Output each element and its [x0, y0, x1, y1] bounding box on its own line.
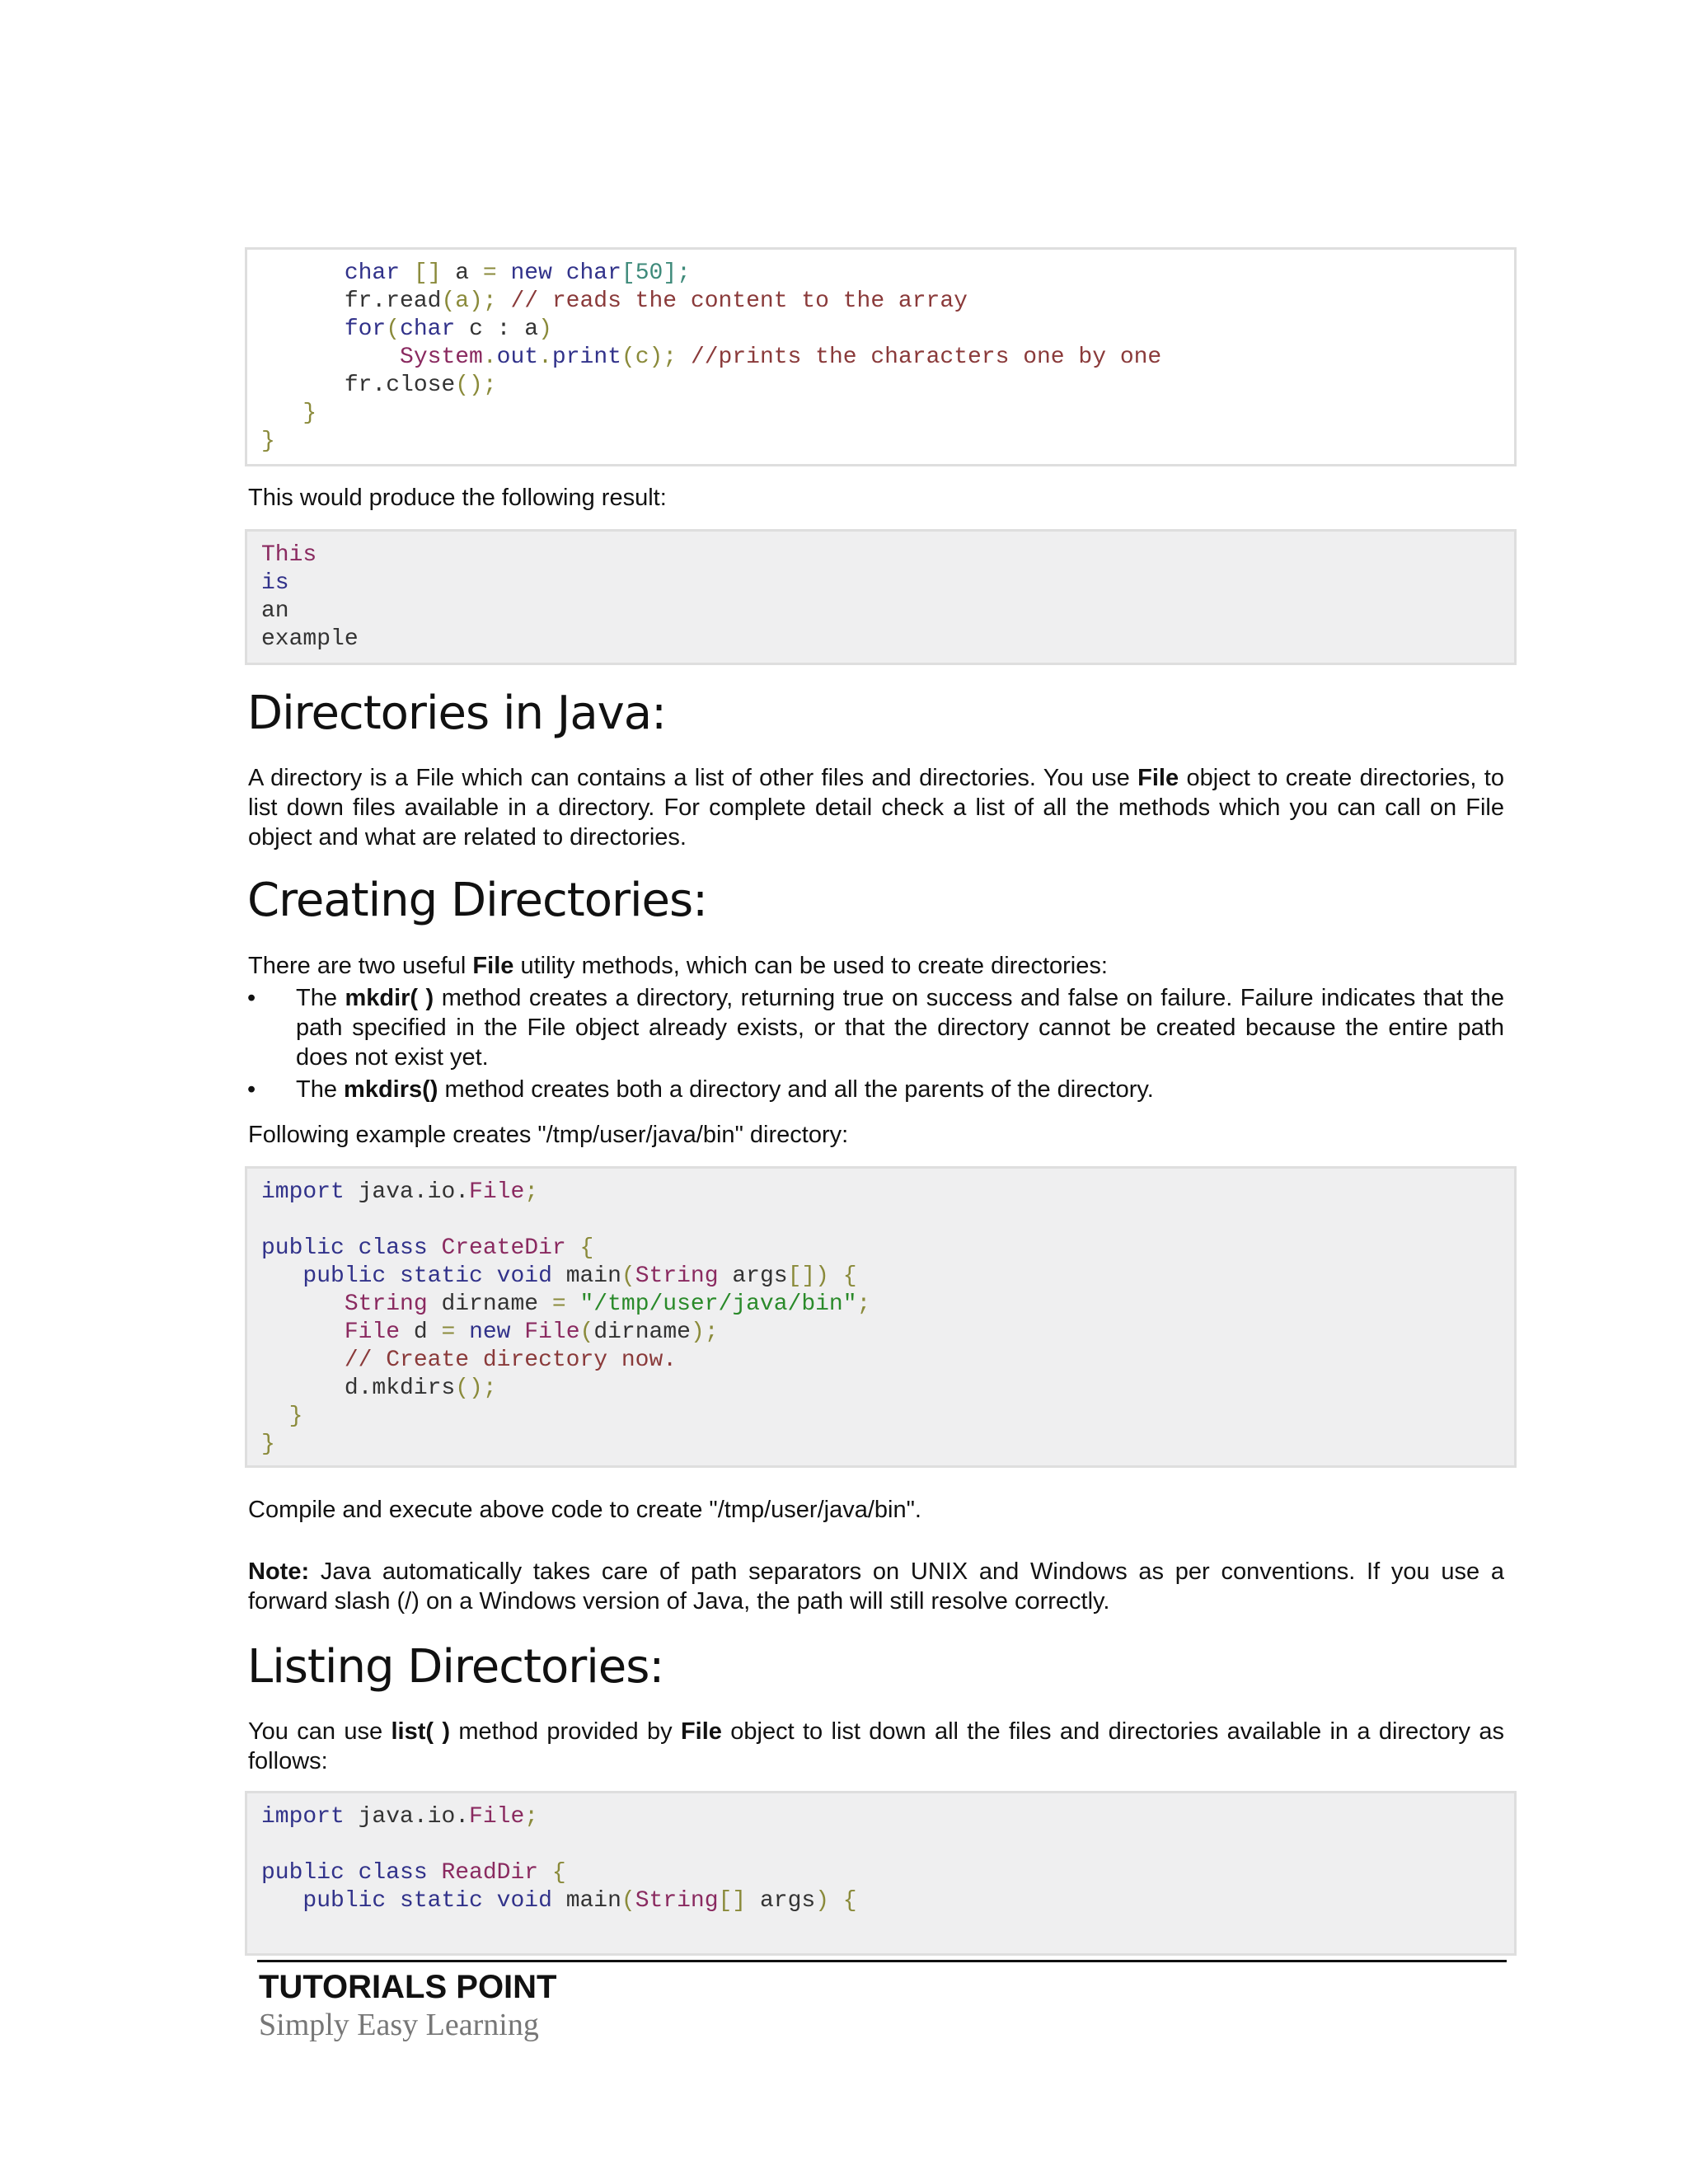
text-run: You can use	[248, 1718, 392, 1745]
code-token: class	[358, 1860, 442, 1886]
code-token: []	[718, 1888, 760, 1914]
text-run: Java automatically takes care of path separators on UNIX and Windows as per conventions. If you use a forward slash (/) on a Windows version of Java, the path will still resolve correctly.	[248, 1558, 1504, 1615]
heading-listing-directories: Listing Directories:	[247, 1640, 664, 1694]
code-token: d.mkdirs	[261, 1376, 456, 1401]
code-token: import	[261, 1179, 359, 1205]
bullet-marker: •	[247, 1076, 256, 1103]
code-token: a	[455, 260, 483, 286]
text-run: object to create directories, to list down files available in a directory. For complete detail check a list of all the methods which you can call on File object and what are related to directories.	[248, 765, 1504, 851]
code-line	[261, 1859, 1514, 1887]
code-token: public	[261, 1235, 359, 1261]
code-token: fr.read	[261, 288, 442, 314]
code-block-read-dir	[245, 1791, 1517, 1956]
code-token: }	[302, 401, 317, 426]
code-token: java.io.	[358, 1804, 470, 1830]
code-token: File	[524, 1319, 580, 1345]
code-token: This	[261, 542, 317, 568]
code-token: dirname	[441, 1291, 552, 1317]
code-token: main	[565, 1263, 621, 1289]
code-token: static	[400, 1888, 497, 1914]
code-line	[261, 1207, 1514, 1235]
code-block-create-dir	[245, 1166, 1517, 1468]
code-token: ;	[856, 1291, 871, 1317]
code-token: new	[510, 260, 566, 286]
code-token: char	[344, 260, 401, 286]
code-token: java.io.	[358, 1179, 470, 1205]
code-token: ;	[524, 1804, 539, 1830]
code-token: dirname	[593, 1319, 691, 1345]
code-token: }	[261, 1432, 275, 1457]
code-token: fr.close	[261, 373, 456, 398]
code-token: )	[538, 316, 552, 342]
code-token: public	[302, 1263, 401, 1289]
code-token: ;	[524, 1179, 539, 1205]
code-token	[261, 1404, 289, 1429]
code-line	[261, 428, 1514, 456]
code-token: char	[565, 260, 621, 286]
text-run: There are two useful	[248, 953, 473, 979]
code-line	[261, 1263, 1514, 1291]
code-token: System	[400, 344, 483, 370]
bullet-mkdir	[247, 983, 1504, 1072]
code-token: public	[302, 1888, 401, 1914]
code-line	[261, 1887, 1514, 1915]
code-token: for	[344, 316, 387, 342]
code-line	[261, 1831, 1514, 1859]
listing-paragraph	[248, 1717, 1504, 1776]
code-line	[261, 344, 1514, 372]
text-run: utility methods, which can be used to create directories:	[513, 953, 1108, 979]
code-token: void	[496, 1888, 566, 1914]
code-line	[261, 372, 1514, 400]
text-run: method creates both a directory and all the parents of the directory.	[438, 1076, 1154, 1103]
code-line	[261, 1803, 1514, 1831]
code-token: //prints the characters one by one	[690, 344, 1162, 370]
code-token: d	[413, 1319, 442, 1345]
code-token	[261, 1319, 345, 1345]
bullet-marker: •	[247, 985, 256, 1011]
code-token: c : a	[469, 316, 539, 342]
code-line	[261, 1403, 1514, 1431]
code-token: new	[469, 1319, 525, 1345]
code-token: (	[579, 1319, 594, 1345]
code-token: String	[344, 1291, 442, 1317]
footer-tagline: Simply Easy Learning	[259, 2008, 539, 2042]
output-block	[245, 529, 1517, 665]
code-line	[261, 288, 1514, 316]
bold-term: list( )	[391, 1718, 451, 1745]
code-line	[261, 1375, 1514, 1403]
text-run: method provided by	[450, 1718, 681, 1745]
code-token: }	[261, 429, 275, 454]
code-token: main	[565, 1888, 621, 1914]
code-token: public	[261, 1860, 359, 1886]
code-token: (	[621, 1888, 635, 1914]
text-run: The	[296, 985, 345, 1011]
code-token: []) {	[787, 1263, 857, 1289]
code-token: (a);	[441, 288, 511, 314]
code-token: {	[551, 1860, 566, 1886]
code-line	[261, 1431, 1514, 1459]
code-line	[261, 1235, 1514, 1263]
code-token: [50];	[621, 260, 691, 286]
code-token: String	[635, 1888, 719, 1914]
code-line	[261, 400, 1514, 428]
code-token: args	[732, 1263, 788, 1289]
code-token: args	[759, 1888, 816, 1914]
code-token	[261, 344, 400, 370]
code-token: out	[496, 344, 539, 370]
footer-divider	[257, 1960, 1507, 1962]
creating-intro	[248, 951, 1504, 981]
code-token: File	[344, 1319, 414, 1345]
code-token: ();	[455, 1376, 497, 1401]
bold-term: File	[680, 1718, 722, 1745]
code-token: []	[400, 260, 456, 286]
bold-term: File	[472, 953, 514, 979]
text-run: A directory is a File which can contains a list of other files and directories. You use	[248, 765, 1138, 791]
code-token: CreateDir	[441, 1235, 580, 1261]
code-line	[261, 1179, 1514, 1207]
text-run: object to list down all the files and directories available in a directory as follows:	[248, 1718, 1505, 1774]
code-token: =	[551, 1291, 580, 1317]
code-token: ReadDir	[441, 1860, 552, 1886]
code-token: File	[469, 1179, 525, 1205]
code-token	[261, 1347, 345, 1373]
code-token: {	[579, 1235, 594, 1261]
code-line	[261, 1319, 1514, 1347]
heading-directories-in-java: Directories in Java:	[247, 687, 666, 740]
code-token: ) {	[815, 1888, 857, 1914]
code-token: "/tmp/user/java/bin"	[579, 1291, 857, 1317]
code-line	[261, 316, 1514, 344]
code-token: String	[635, 1263, 733, 1289]
code-token	[261, 316, 345, 342]
code-token	[261, 260, 345, 286]
bullet-mkdir-text	[296, 983, 1504, 1072]
code-token: }	[288, 1404, 303, 1429]
code-line	[261, 1291, 1514, 1319]
code-token: .	[538, 344, 552, 370]
code-token: // Create directory now.	[344, 1347, 678, 1373]
code-token	[261, 1291, 345, 1317]
compile-note: Compile and execute above code to create "/tmp/user/java/bin".	[248, 1497, 921, 1523]
code-line	[261, 541, 1514, 569]
code-token: class	[358, 1235, 442, 1261]
result-intro: This would produce the following result:	[248, 485, 667, 511]
code-line	[261, 626, 1514, 654]
code-token: );	[690, 1319, 719, 1345]
text-run: method creates a directory, returning true on success and false on failure. Failure indicates that the path specified in the File object already exists, or that the directory cannot be created because the entire path does not exist yet.	[296, 985, 1504, 1071]
bullet-mkdirs-text	[296, 1075, 1504, 1104]
code-token: import	[261, 1804, 359, 1830]
code-line	[261, 1347, 1514, 1375]
code-token: example	[261, 626, 359, 652]
code-token	[261, 1263, 302, 1289]
code-block-file-reader-end	[245, 247, 1517, 466]
code-token: // reads the content to the array	[510, 288, 968, 314]
bold-term: Note:	[248, 1558, 310, 1585]
code-line	[261, 598, 1514, 626]
footer-brand: TUTORIALS POINT	[259, 1969, 557, 2005]
code-token: is	[261, 570, 289, 596]
bold-term: mkdir( )	[345, 985, 434, 1011]
code-token: print	[551, 344, 621, 370]
bold-term: mkdirs()	[344, 1076, 438, 1103]
example-intro: Following example creates "/tmp/user/java/bin" directory:	[248, 1122, 849, 1148]
code-token: File	[469, 1804, 525, 1830]
code-token: (	[621, 1263, 635, 1289]
code-token: void	[496, 1263, 566, 1289]
code-token: (c);	[621, 344, 691, 370]
directories-paragraph	[248, 763, 1504, 852]
code-token: ();	[455, 373, 497, 398]
code-token: static	[400, 1263, 497, 1289]
bullet-mkdirs	[247, 1075, 1504, 1104]
code-token: =	[441, 1319, 470, 1345]
bold-term: File	[1137, 765, 1179, 791]
code-line	[261, 569, 1514, 598]
heading-creating-directories: Creating Directories:	[247, 874, 708, 927]
code-token: an	[261, 598, 289, 624]
code-token	[261, 1888, 302, 1914]
path-separator-note	[248, 1557, 1504, 1616]
code-line	[261, 260, 1514, 288]
text-run: The	[296, 1076, 345, 1103]
code-token: char	[400, 316, 470, 342]
code-token: .	[482, 344, 497, 370]
code-token: =	[482, 260, 511, 286]
code-token	[261, 401, 302, 426]
code-token: (	[386, 316, 401, 342]
